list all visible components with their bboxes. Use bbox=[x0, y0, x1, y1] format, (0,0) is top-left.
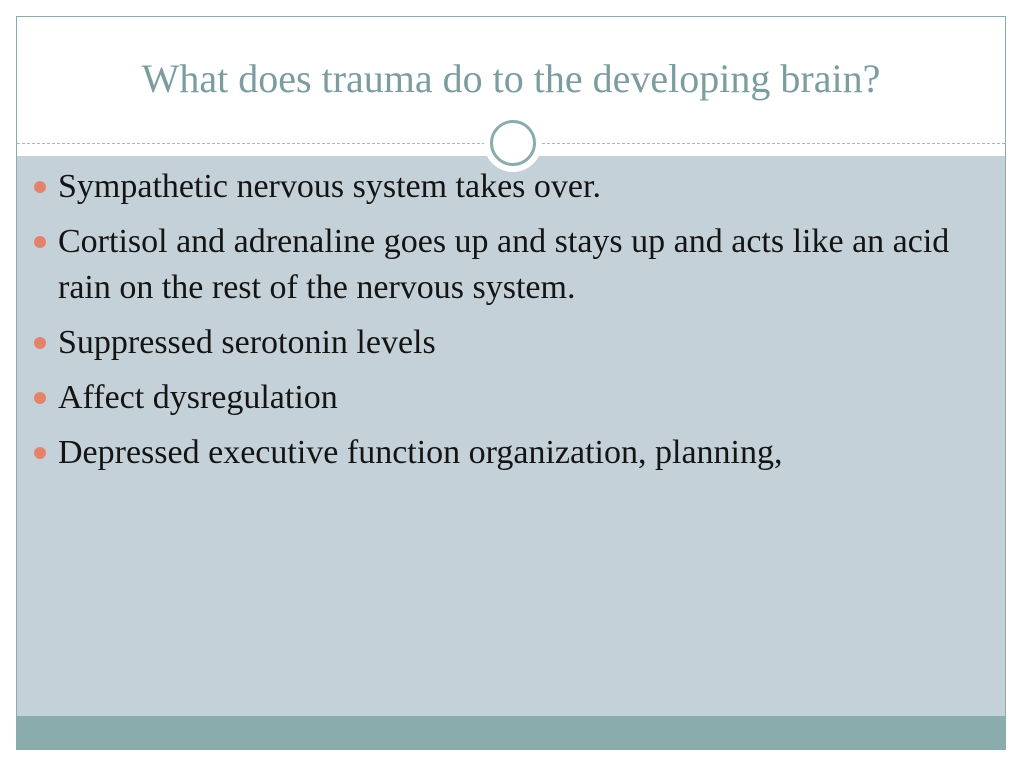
bullet-text: Sympathetic nervous system takes over. bbox=[58, 168, 601, 205]
bullet-item bbox=[30, 219, 970, 311]
bullet-item bbox=[30, 164, 970, 210]
bullet-item bbox=[30, 430, 970, 476]
bullet-dot-icon bbox=[34, 447, 46, 459]
bullet-text: Suppressed serotonin levels bbox=[58, 324, 436, 361]
ring-icon bbox=[490, 120, 536, 166]
bullet-dot-icon bbox=[34, 181, 46, 193]
bullet-text: Affect dysregulation bbox=[58, 379, 338, 416]
bullet-list bbox=[30, 164, 970, 485]
bullet-dot-icon bbox=[34, 337, 46, 349]
slide-title: What does trauma do to the developing brain? bbox=[141, 56, 881, 101]
bullet-dot-icon bbox=[34, 392, 46, 404]
bullet-dot-icon bbox=[34, 236, 46, 248]
footer-band bbox=[17, 716, 1005, 750]
bullet-text: Cortisol and adrenaline goes up and stays up and acts like an acid rain on the rest of the nervous system. bbox=[58, 223, 950, 306]
bullet-item bbox=[30, 320, 970, 366]
bullet-text: Depressed executive function organization, planning, bbox=[58, 434, 783, 471]
bullet-item bbox=[30, 375, 970, 421]
